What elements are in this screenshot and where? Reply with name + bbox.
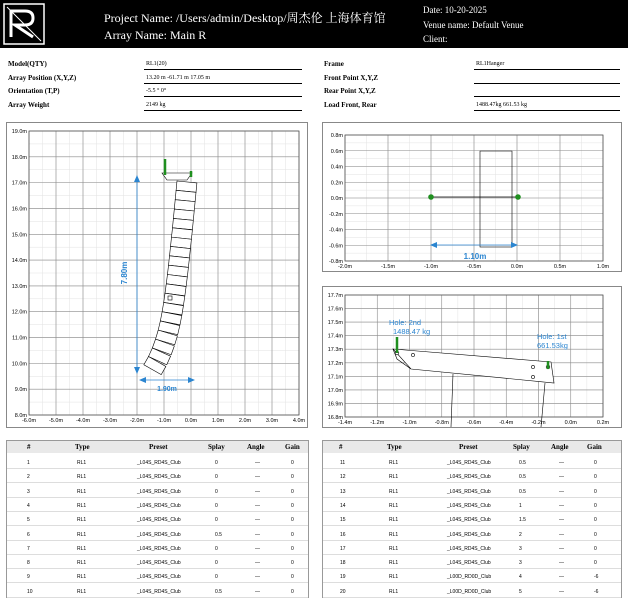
table-row	[323, 512, 621, 526]
cell-splay: 4	[519, 574, 522, 581]
table-row	[7, 541, 308, 555]
y-tick-label: 17.1m	[327, 374, 343, 381]
top-width-label: 1.10m	[463, 252, 487, 261]
table-row	[323, 484, 621, 498]
cell-type: RL1	[389, 517, 399, 524]
array-pivot-marker	[168, 296, 172, 300]
table-row	[7, 555, 308, 569]
cell-type: RL1	[77, 502, 87, 509]
x-tick-label: -0.2m	[531, 420, 546, 426]
col-type: Type	[387, 443, 402, 451]
y-tick-label: -0.2m	[328, 211, 343, 218]
table-row	[323, 584, 621, 598]
cell-splay: 0	[215, 460, 218, 466]
y-tick-label: 17.7m	[327, 293, 343, 299]
array-boxes	[144, 181, 197, 375]
cell-gain: 0	[594, 545, 597, 552]
cell-splay: 3	[519, 545, 522, 552]
height-label: 7.80m	[120, 261, 129, 285]
cell-splay: 1	[519, 502, 522, 509]
cell-gain: 0	[594, 531, 597, 538]
cell-number: 13	[340, 488, 346, 495]
frame-label: Frame	[324, 60, 344, 68]
y-tick-label: 17.5m	[327, 320, 343, 327]
x-tick-label: 2.0m	[238, 418, 252, 424]
cell-splay: 0	[215, 502, 218, 509]
cell-type: RL1	[77, 460, 87, 466]
top-view-panel	[322, 122, 622, 272]
cell-splay: 0	[215, 488, 218, 495]
position-value: 13.20 m -61.71 m 17.05 m	[146, 75, 210, 81]
brand-logo-icon	[3, 3, 45, 45]
rear-load-label: 1488.47 kg	[393, 327, 431, 336]
cell-gain: 0	[291, 460, 294, 466]
rear-hole-label: Hole: 2nd	[389, 318, 422, 327]
project-name: Project Name: /Users/admin/Desktop/周杰伦 上海体育馆	[104, 11, 386, 25]
width-dimension	[139, 377, 195, 383]
cell-angle: —	[559, 502, 564, 509]
cell-number: 18	[340, 560, 346, 567]
cell-number: 20	[340, 588, 346, 595]
cell-number: 4	[27, 502, 30, 509]
cell-preset: _L04S_RD4S_Club	[447, 517, 491, 524]
cell-angle: —	[559, 474, 564, 481]
x-tick-label: 0.0m	[184, 418, 198, 424]
y-tick-label: -0.8m	[328, 259, 343, 265]
cell-type: RL1	[77, 545, 87, 552]
orientation-value: -5.5 ° 0°	[146, 88, 167, 94]
cell-splay: 0.5	[519, 460, 526, 466]
x-tick-label: -0.4m	[499, 420, 514, 426]
cell-angle: —	[255, 560, 260, 567]
table-row	[7, 484, 308, 498]
model-value: RL1(20)	[146, 61, 167, 67]
cell-splay: 5	[519, 588, 522, 595]
x-tick-label: 0.0m	[510, 264, 524, 270]
cell-preset: _L04S_RD4S_Club	[137, 460, 181, 466]
col-preset: Preset	[459, 443, 478, 451]
x-tick-label: 1.0m	[596, 264, 610, 270]
orientation-label: Orientation (T,P)	[8, 87, 60, 95]
y-tick-label: 19.0m	[11, 129, 27, 135]
cell-number: 8	[27, 560, 30, 567]
x-tick-label: -1.0m	[423, 264, 439, 270]
cell-splay: 1.5	[519, 517, 526, 524]
cell-number: 5	[27, 517, 30, 524]
cell-splay: 0.5	[215, 588, 222, 595]
cell-angle: —	[255, 517, 260, 524]
y-tick-label: 16.0m	[11, 206, 27, 213]
front-point-label: Front Point X,Y,Z	[324, 74, 379, 82]
y-tick-label: 17.6m	[327, 306, 343, 313]
cell-gain: 0	[594, 474, 597, 481]
cell-gain: 0	[594, 488, 597, 495]
cell-gain: 0	[291, 560, 294, 567]
cell-preset: _L04S_RD4S_Club	[137, 474, 181, 481]
cell-splay: 0	[215, 474, 218, 481]
cabinet-table-left	[6, 440, 309, 598]
x-tick-label: -1.4m	[337, 420, 353, 426]
table-row	[7, 527, 308, 541]
table-row	[7, 455, 308, 469]
x-tick-label: -3.0m	[102, 418, 118, 424]
y-tick-label: 0.8m	[330, 133, 343, 139]
y-tick-label: 17.0m	[327, 387, 343, 394]
y-tick-label: 0.6m	[330, 148, 343, 155]
x-tick-label: -2.0m	[337, 264, 353, 270]
col-angle: Angle	[551, 443, 569, 451]
cell-angle: —	[559, 531, 564, 538]
cell-preset: _L04S_RD4S_Club	[447, 502, 491, 509]
cell-preset: _L04S_RD4S_Club	[447, 474, 491, 481]
y-tick-label: 18.0m	[11, 154, 27, 161]
cell-angle: —	[255, 545, 260, 552]
table-row	[323, 469, 621, 483]
cell-gain: 0	[594, 502, 597, 509]
table-row	[7, 512, 308, 526]
cell-gain: 0	[594, 460, 597, 466]
cell-gain: 0	[291, 531, 294, 538]
rear-point-marker	[428, 194, 434, 200]
cell-splay: 0.5	[215, 531, 222, 538]
table-row	[7, 569, 308, 583]
cell-preset: _L04S_RD4S_Club	[447, 531, 491, 538]
cell-type: RL1	[389, 474, 399, 481]
col-gain: Gain	[587, 443, 602, 451]
frame-view-chart	[323, 287, 621, 427]
y-tick-label: -0.6m	[328, 243, 343, 250]
cabinet-table-right	[322, 440, 622, 598]
report-date: Date: 10-20-2025	[423, 5, 487, 15]
cell-number: 11	[340, 460, 346, 466]
y-tick-label: 17.2m	[327, 360, 343, 367]
cell-number: 16	[340, 531, 346, 538]
table-row	[323, 498, 621, 512]
cell-type: RL1	[389, 588, 399, 595]
cell-splay: 3	[519, 560, 522, 567]
cell-number: 6	[27, 531, 30, 538]
frame-value: RL1Hanger	[476, 61, 505, 67]
cell-preset: _L04S_RD4S_Club	[137, 517, 181, 524]
y-tick-label: 16.9m	[327, 401, 343, 408]
client-name: Client:	[423, 34, 448, 44]
cell-preset: _L04S_RD4S_Club	[137, 560, 181, 567]
cell-type: RL1	[77, 531, 87, 538]
y-tick-label: 17.3m	[327, 347, 343, 354]
cell-type: RL1	[77, 488, 87, 495]
x-tick-label: -1.0m	[156, 418, 172, 424]
x-tick-label: 0.5m	[553, 264, 567, 270]
top-view-chart	[323, 123, 621, 271]
table-row	[323, 541, 621, 555]
cell-preset: _L04S_RD4S_Club	[447, 560, 491, 567]
array-footprint	[480, 151, 512, 247]
cell-number: 12	[340, 474, 346, 481]
col-number: #	[27, 443, 31, 451]
y-tick-label: 15.0m	[11, 232, 27, 239]
side-view-panel	[6, 122, 308, 428]
col-angle: Angle	[247, 443, 265, 451]
cell-splay: 0	[215, 545, 218, 552]
cell-splay: 0.5	[519, 488, 526, 495]
y-tick-label: 11.0m	[12, 335, 27, 342]
height-dimension	[134, 175, 140, 374]
table-row	[323, 569, 621, 583]
cell-splay: 0	[215, 517, 218, 524]
cell-gain: 0	[594, 517, 597, 524]
col-splay: Splay	[208, 443, 225, 451]
cell-gain: 0	[291, 488, 294, 495]
cell-preset: _L04S_RD4S_Club	[137, 531, 181, 538]
cell-angle: —	[255, 502, 260, 509]
cell-gain: -6	[594, 588, 599, 595]
col-number: #	[339, 443, 343, 451]
cell-preset: _L04S_RD4S_Club	[137, 502, 181, 509]
cell-angle: —	[559, 574, 564, 581]
table-header	[323, 441, 621, 453]
cell-type: RL1	[389, 531, 399, 538]
y-tick-label: -0.4m	[328, 227, 343, 234]
cell-angle: —	[559, 560, 564, 567]
front-hole-label: Hole: 1st	[537, 332, 567, 341]
cell-preset: _L04S_RD4S_Club	[137, 488, 181, 495]
cell-type: RL1	[389, 574, 399, 581]
load-value: 1488.47kg 661.53 kg	[476, 102, 527, 108]
cell-number: 14	[340, 502, 346, 509]
y-tick-label: 14.0m	[11, 258, 27, 265]
table-header	[7, 441, 308, 453]
table-row	[7, 498, 308, 512]
cell-preset: _L04S_RD4S_Club	[447, 488, 491, 495]
cell-angle: —	[255, 531, 260, 538]
y-tick-label: 12.0m	[11, 309, 27, 316]
front-load-label: 661.53kg	[537, 341, 568, 350]
cell-number: 7	[27, 545, 30, 552]
cell-preset: _L04S_RD4S_Club	[137, 545, 181, 552]
position-label: Array Position (X,Y,Z)	[8, 74, 77, 82]
weight-label: Array Weight	[8, 101, 50, 109]
frame-outline	[393, 349, 554, 427]
cell-angle: —	[255, 574, 260, 581]
y-tick-label: 10.0m	[11, 361, 27, 368]
x-tick-label: -1.2m	[370, 420, 385, 426]
cell-number: 3	[27, 488, 30, 495]
rear-point-label: Rear Point X,Y,Z	[324, 87, 376, 95]
table-row	[7, 584, 308, 598]
cell-gain: 0	[594, 560, 597, 567]
y-tick-label: 0.4m	[330, 164, 343, 171]
array-name: Array Name: Main R	[104, 28, 207, 42]
cell-gain: -6	[594, 574, 599, 581]
cell-type: RL1	[77, 474, 87, 481]
table-row	[323, 555, 621, 569]
cell-gain: 0	[291, 502, 294, 509]
table-row	[323, 527, 621, 541]
front-point-marker	[515, 194, 521, 200]
y-tick-label: 16.8m	[327, 415, 343, 421]
width-label: 1.90m	[157, 386, 177, 393]
cell-type: RL1	[389, 488, 399, 495]
cell-angle: —	[255, 588, 260, 595]
cell-preset: _L00D_RD0D_Club	[447, 574, 492, 581]
y-tick-label: 13.0m	[11, 283, 27, 290]
cell-type: RL1	[389, 545, 399, 552]
cell-preset: _L04S_RD4S_Club	[447, 545, 491, 552]
y-tick-label: 0.2m	[330, 180, 343, 187]
cell-angle: —	[255, 488, 260, 495]
cell-splay: 0	[215, 560, 218, 567]
cell-preset: _L00D_RD0D_Club	[447, 588, 492, 595]
x-tick-label: 1.0m	[211, 418, 225, 424]
cell-splay: 0	[215, 574, 218, 581]
load-label: Load Front, Rear	[324, 101, 377, 109]
x-tick-label: -0.5m	[466, 264, 482, 270]
cell-type: RL1	[77, 588, 87, 595]
table-row	[323, 455, 621, 469]
cell-preset: _L04S_RD4S_Club	[137, 588, 181, 595]
cell-gain: 0	[291, 574, 294, 581]
side-view-chart	[7, 123, 307, 427]
weight-value: 2149 kg	[146, 102, 166, 108]
x-tick-label: -1.0m	[402, 420, 417, 426]
y-tick-label: 17.4m	[327, 333, 343, 340]
cell-number: 19	[340, 574, 346, 581]
x-tick-label: 4.0m	[292, 418, 306, 424]
col-splay: Splay	[513, 443, 530, 451]
x-tick-label: -1.5m	[380, 264, 396, 270]
cell-angle: —	[559, 488, 564, 495]
table-row	[7, 469, 308, 483]
cell-type: RL1	[389, 502, 399, 509]
cell-angle: —	[255, 460, 260, 466]
col-type: Type	[75, 443, 90, 451]
cell-type: RL1	[389, 560, 399, 567]
x-tick-label: -2.0m	[129, 418, 145, 424]
cell-preset: _L04S_RD4S_Club	[137, 574, 181, 581]
x-tick-label: 0.0m	[564, 420, 577, 426]
cell-type: RL1	[77, 560, 87, 567]
x-tick-label: 0.2m	[596, 420, 610, 426]
y-tick-label: 9.0m	[14, 387, 27, 394]
x-tick-label: -0.8m	[434, 420, 449, 426]
cell-number: 10	[27, 588, 33, 595]
cell-number: 9	[27, 574, 30, 581]
cell-number: 2	[27, 474, 30, 481]
cell-splay: 0.5	[519, 474, 526, 481]
x-tick-label: -4.0m	[75, 418, 91, 424]
cell-number: 15	[340, 517, 346, 524]
cell-angle: —	[559, 588, 564, 595]
col-preset: Preset	[149, 443, 168, 451]
cell-number: 17	[340, 545, 346, 552]
cell-splay: 2	[519, 531, 522, 538]
y-tick-label: 17.0m	[11, 180, 27, 187]
cell-number: 1	[27, 460, 30, 466]
cell-angle: —	[559, 545, 564, 552]
cell-gain: 0	[291, 474, 294, 481]
y-tick-label: 0.0m	[330, 196, 343, 202]
cell-type: RL1	[77, 574, 87, 581]
cell-gain: 0	[291, 545, 294, 552]
cell-angle: —	[255, 474, 260, 481]
cell-angle: —	[559, 517, 564, 524]
cell-type: RL1	[389, 460, 399, 466]
x-tick-label: 3.0m	[265, 418, 279, 424]
cell-gain: 0	[291, 588, 294, 595]
report-header	[0, 0, 628, 48]
frame-view-panel	[322, 286, 622, 428]
x-tick-label: -6.0m	[21, 418, 37, 424]
cell-angle: —	[559, 460, 564, 466]
col-gain: Gain	[285, 443, 300, 451]
cell-preset: _L04S_RD4S_Club	[447, 460, 491, 466]
cell-gain: 0	[291, 517, 294, 524]
x-tick-label: -0.6m	[466, 420, 482, 426]
x-tick-label: -5.0m	[48, 418, 64, 424]
y-tick-label: 8.0m	[14, 413, 27, 419]
model-label: Model(QTY)	[8, 60, 47, 68]
cell-type: RL1	[77, 517, 87, 524]
venue-name: Venue name: Default Venue	[423, 20, 524, 30]
